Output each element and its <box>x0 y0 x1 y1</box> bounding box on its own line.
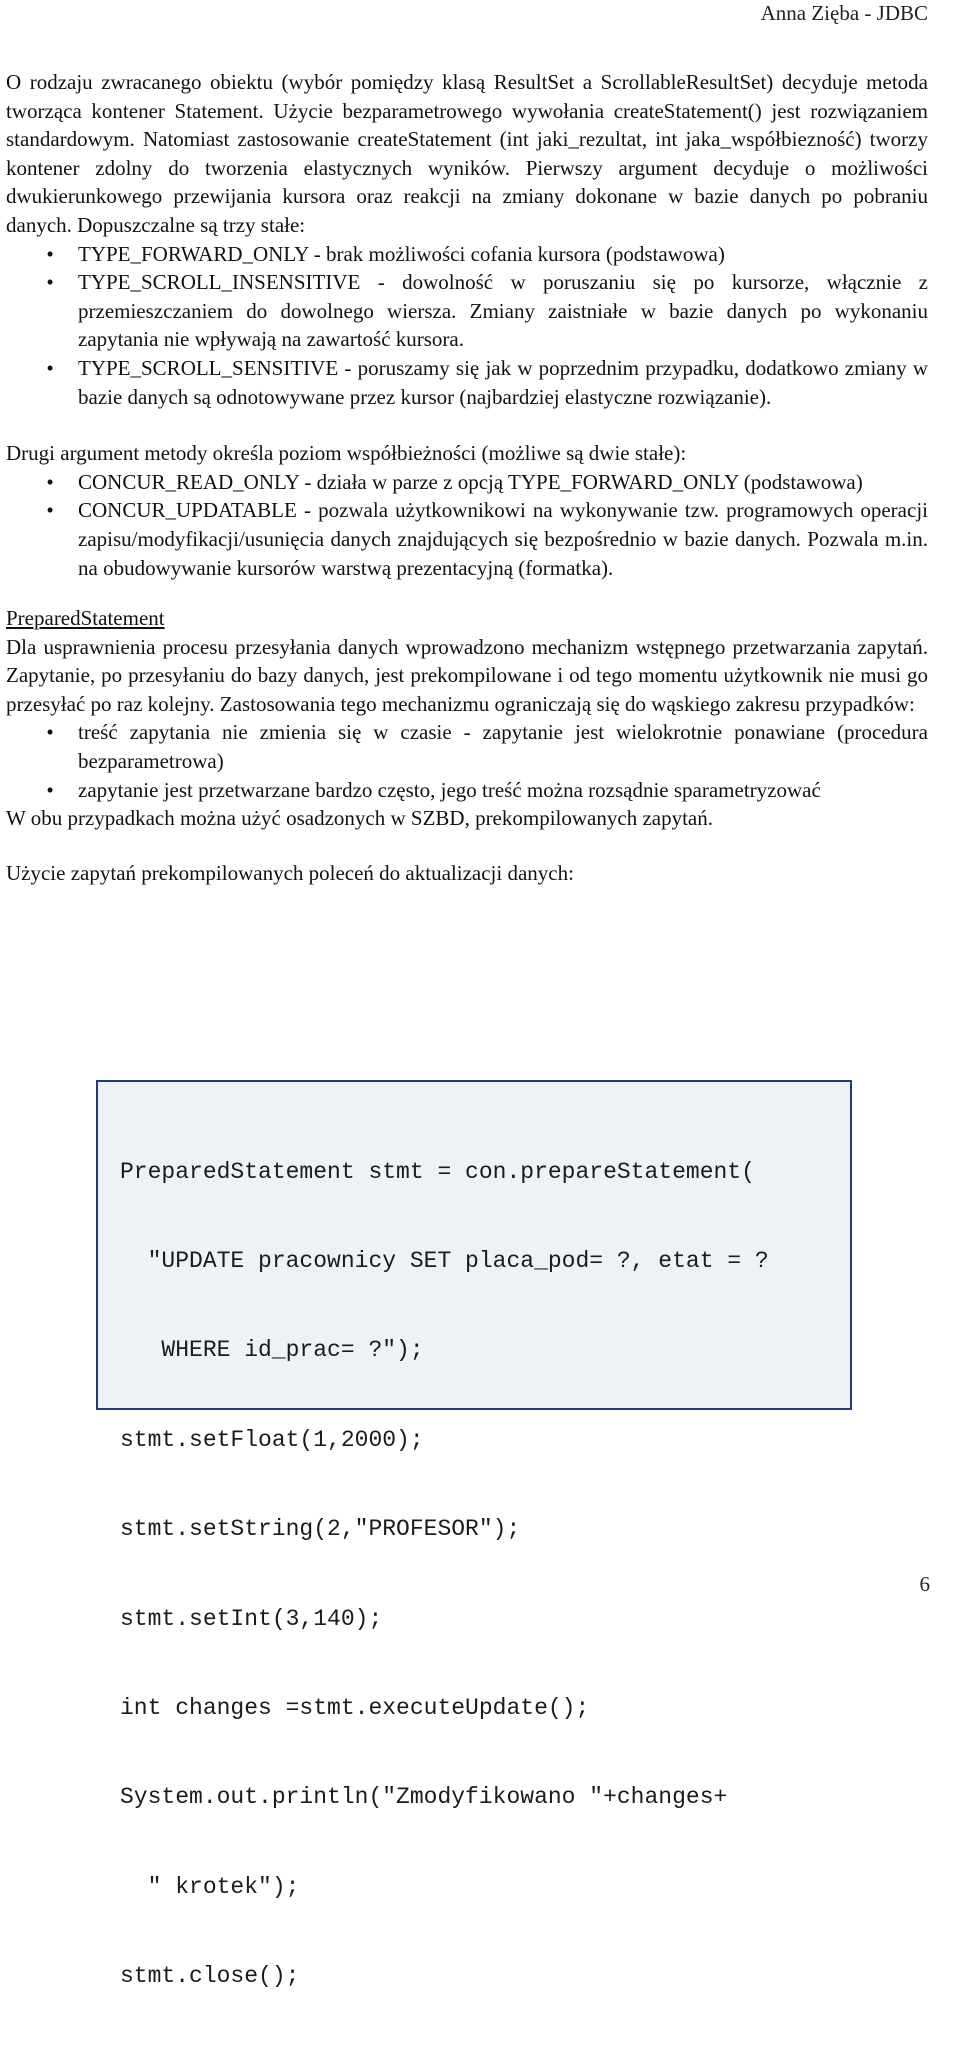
list-item-text: TYPE_SCROLL_INSENSITIVE - dowolność w poruszaniu się po kursorze, włącznie z przemieszczaniem do dowolnego wiersza. Zmiany zaistniałe w bazie danych po wykonaniu zapytania nie wpływają na zawartość kursora. <box>78 270 928 352</box>
bullet-icon: • <box>46 469 54 494</box>
list-item <box>6 268 928 354</box>
list-item-text: treść zapytania nie zmienia się w czasie - zapytanie jest wielokrotnie ponawiane (procedura bezparametrowa) <box>78 720 928 774</box>
concurrency-types-list <box>6 468 928 582</box>
section-heading <box>6 604 928 633</box>
list-item-text: zapytanie jest przetwarzane bardzo często, jego treść można rozsądnie sparametryzować <box>78 777 821 802</box>
usage-intro-paragraph: Użycie zapytań prekompilowanych poleceń do aktualizacji danych: <box>6 860 574 885</box>
list-item <box>6 776 928 805</box>
bullet-icon: • <box>46 270 54 295</box>
code-line: System.out.println("Zmodyfikowano "+changes+ <box>120 1784 728 1811</box>
bullet-icon: • <box>46 498 54 523</box>
prepared-statement-heading: PreparedStatement <box>6 606 165 631</box>
prepared-statement-paragraph: Dla usprawnienia procesu przesyłania danych wprowadzono mechanizm wstępnego przetwarzania zapytań. Zapytanie, po przesyłaniu do bazy danych, jest prekompilowane i od tego momentu użytkownik nie musi go przesyłać po raz kolejny. Zastosowania tego mechanizmu ograniczają się do wąskiego zakresu przypadków: <box>6 634 928 716</box>
page-number: 6 <box>919 1572 930 1596</box>
code-line: WHERE id_prac= ?"); <box>120 1337 424 1364</box>
code-line: stmt.close(); <box>120 1963 300 1990</box>
intro-paragraph: O rodzaju zwracanego obiektu (wybór pomiędzy klasą ResultSet a ScrollableResultSet) decyduje metoda tworząca kontener Statement. Użycie bezparametrowego wywołania createStatement() jest rozwiązaniem standardowym. Natomiast zastosowanie createStatement (int jaki_rezultat, int jaka_współbiezność) tworzy kontener zdolny do tworzenia elastycznych wyników. Pierwszy argument decyduje o możliwości dwukierunkowego przewijania kursora oraz reakcji na zmiany dokonane w bazie danych po pobraniu danych. Dopuszczalne są trzy stałe: <box>6 70 928 237</box>
bullet-icon: • <box>46 241 54 266</box>
spacer <box>6 582 928 604</box>
list-item <box>6 468 928 497</box>
page-header: Anna Zięba - JDBC <box>760 1 928 25</box>
scroll-types-list <box>6 240 928 412</box>
code-listing <box>96 1080 852 1990</box>
list-item <box>6 496 928 582</box>
code-line: "UPDATE pracownicy SET placa_pod= ?, etat = ? <box>120 1247 769 1274</box>
bullet-icon: • <box>46 355 54 380</box>
list-item-text: TYPE_FORWARD_ONLY - brak możliwości cofania kursora (podstawowa) <box>78 241 725 266</box>
list-item <box>6 718 928 775</box>
list-item-text: CONCUR_READ_ONLY - działa w parze z opcją TYPE_FORWARD_ONLY (podstawowa) <box>78 469 863 494</box>
list-item <box>6 354 928 411</box>
both-cases-paragraph: W obu przypadkach można użyć osadzonych w SZBD, prekompilowanych zapytań. <box>6 806 713 831</box>
use-cases-list <box>6 718 928 804</box>
code-line: " krotek"); <box>120 1873 300 1900</box>
spacer <box>6 833 928 859</box>
list-item-text: TYPE_SCROLL_SENSITIVE - poruszamy się jak w poprzednim przypadku, dodatkowo zmiany w bazie danych są odnotowywane przez kursor (najbardziej elastyczne rozwiązanie). <box>78 355 928 409</box>
list-item-text: CONCUR_UPDATABLE - pozwala użytkownikowi na wykonywanie tzw. programowych operacji zapisu/modyfikacji/usunięcia danych znajdujących się bezpośrednio w bazie danych. Pozwala m.in. na obudowywanie kursorów warstwą prezentacyjną (formatka). <box>78 498 928 580</box>
code-line: stmt.setFloat(1,2000); <box>120 1426 424 1453</box>
code-block <box>120 1098 769 2052</box>
code-line: stmt.setInt(3,140); <box>120 1605 383 1632</box>
bullet-icon: • <box>46 720 54 745</box>
concurrency-intro: Drugi argument metody określa poziom współbieżności (możliwe są dwie stałe): <box>6 441 687 466</box>
bullet-icon: • <box>46 777 54 802</box>
code-line: int changes =stmt.executeUpdate(); <box>120 1694 590 1721</box>
spacer <box>6 411 928 439</box>
document-body <box>6 68 928 887</box>
code-line: stmt.setString(2,"PROFESOR"); <box>120 1516 521 1543</box>
code-line: PreparedStatement stmt = con.prepareStatement( <box>120 1158 755 1185</box>
list-item <box>6 240 928 269</box>
